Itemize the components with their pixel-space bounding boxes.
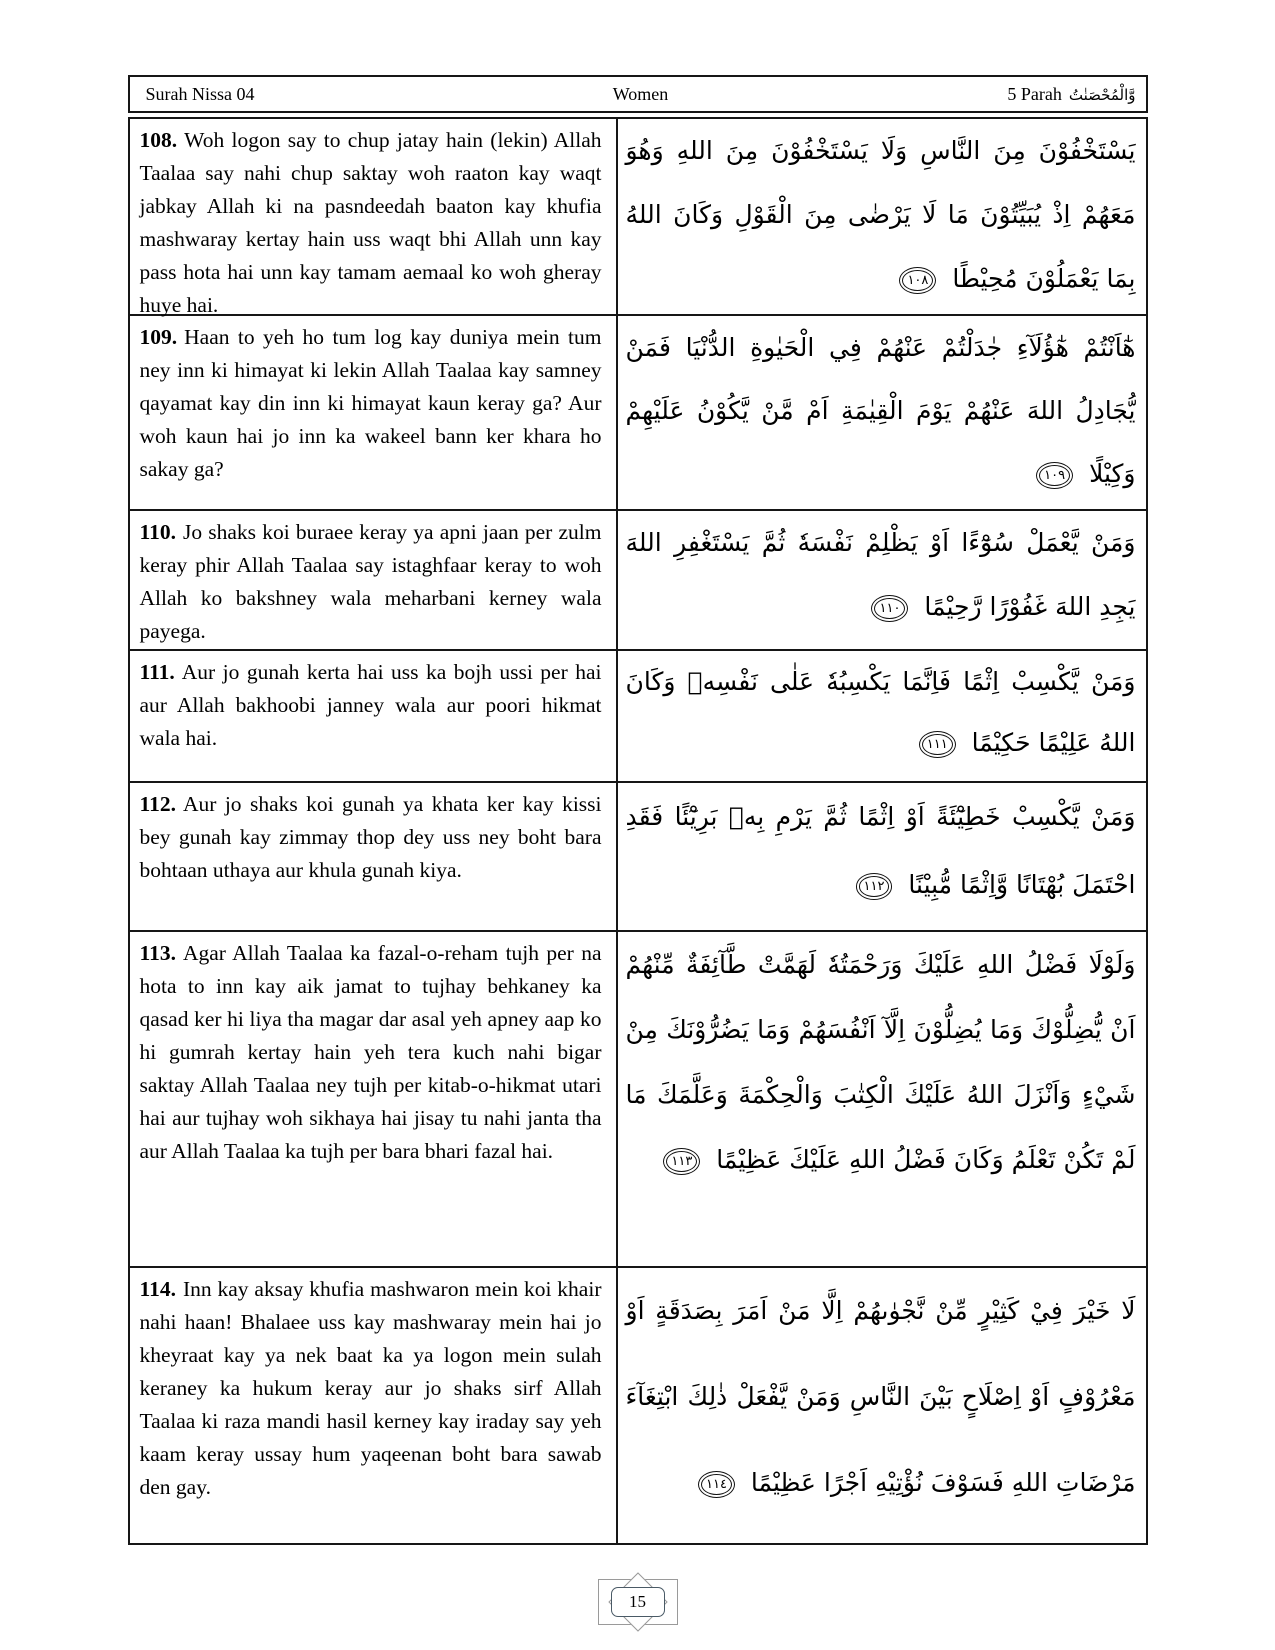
verse-end-medallion [698, 1471, 735, 1498]
page-title: Women [612, 83, 669, 104]
verse-arabic-text: لَا خَيْرَ فِيْ كَثِيْرٍ مِّنْ نَّجْوٰىهُمْ اِلَّا مَنْ اَمَرَ بِصَدَقَةٍ اَوْ مَعْرُوْفٍ اَوْ اِصْلَاحٍ بَيْنَ النَّاسِ وَمَنْ يَّفْعَلْ ذٰلِكَ ابْتِغَآءَ مَرْضَاتِ اللهِ فَسَوْفَ نُؤْتِيْهِ اَجْرًا عَظِيْمًا [625, 1296, 1136, 1497]
verse-translation [130, 511, 618, 649]
parah-name-arabic: وَّالْمُحْصَنٰتُ [1068, 85, 1136, 104]
verse-arabic-text: يَسْتَخْفُوْنَ مِنَ النَّاسِ وَلَا يَسْتَخْفُوْنَ مِنَ اللهِ وَهُوَ مَعَهُمْ اِذْ يُبَيِّتُوْنَ مَا لَا يَرْضٰى مِنَ الْقَوْلِ وَكَانَ اللهُ بِمَا يَعْمَلُوْنَ مُحِيْطًا [625, 136, 1136, 293]
verse-end-medallion [871, 595, 908, 622]
verse-translation-text: Jo shaks koi buraee keray ya apni jaan per zulm keray phir Allah Taalaa say istaghfaar keray to woh Allah ko bakshney wala meharbani kerney wala payega. [139, 520, 602, 643]
verse-end-number: ١١١ [926, 736, 948, 752]
verse-end-number: ١١٠ [879, 600, 901, 616]
verse-row-110 [130, 511, 1146, 651]
verse-end-number: ١٠٨ [907, 272, 929, 288]
verse-arabic [618, 783, 1146, 930]
verse-translation [130, 1268, 618, 1543]
verse-number: 109. [139, 325, 178, 349]
verse-arabic [618, 511, 1146, 649]
verse-translation [130, 316, 618, 509]
verse-arabic [618, 932, 1146, 1266]
verse-translation-text: Aur jo shaks koi gunah ya khata ker kay kissi bey gunah kay zimmay thop dey uss ney boht bara bohtaan uthaya aur khula gunah kiya. [139, 792, 602, 882]
page [128, 0, 1148, 1633]
verse-arabic-text: هٰٓاَنْتُمْ هٰٓؤُلَآءِ جٰدَلْتُمْ عَنْهُمْ فِي الْحَيٰوةِ الدُّنْيَا فَمَنْ يُّجَادِلُ اللهَ عَنْهُمْ يَوْمَ الْقِيٰمَةِ اَمْ مَّنْ يَّكُوْنُ عَلَيْهِمْ وَكِيْلًا [625, 333, 1136, 488]
verse-number: 112. [139, 792, 176, 816]
verse-row-112 [130, 783, 1146, 932]
verse-row-114 [130, 1268, 1146, 1543]
verse-arabic-text: وَمَنْ يَّعْمَلْ سُوْٓءًا اَوْ يَظْلِمْ نَفْسَهٗ ثُمَّ يَسْتَغْفِرِ اللهَ يَجِدِ اللهَ غَفُوْرًا رَّحِيْمًا [625, 528, 1136, 621]
parah-info [806, 84, 1146, 105]
page-number: 15 [611, 1587, 665, 1617]
verse-number: 110. [139, 520, 176, 544]
verse-translation-text: Agar Allah Taalaa ka fazal-o-reham tujh per na hota to inn kay aik jamat to tujhay behkaney ka qasad ker hi liya tha magar dar asal yeh apney aap ko hi gumrah kertay hain yeh tera kuch nahi bigar saktay Allah Taalaa ney tujh per kitab-o-hikmat utari hai aur tujhay woh sikhaya hai jisay tu nahi janta tha aur Allah Taalaa ka tujh per bara bhari fazal hai. [139, 941, 602, 1163]
verse-translation [130, 119, 618, 317]
verse-row-111 [130, 651, 1146, 783]
verse-number: 113. [139, 941, 176, 965]
verse-translation [130, 783, 618, 930]
verse-end-medallion [919, 731, 956, 758]
verse-end-medallion [1036, 462, 1073, 489]
verse-end-medallion [663, 1148, 700, 1175]
verse-table [128, 117, 1148, 1545]
verse-arabic [618, 1268, 1146, 1543]
verse-translation [130, 932, 618, 1266]
verse-number: 111. [139, 660, 175, 684]
verse-number: 114. [139, 1277, 176, 1301]
verse-translation [130, 651, 618, 781]
verse-end-medallion [899, 267, 936, 294]
verse-end-number: ١١٢ [863, 878, 885, 894]
verse-arabic-text: وَمَنْ يَّكْسِبْ اِثْمًا فَاِنَّمَا يَكْسِبُهٗ عَلٰى نَفْسِهٖ وَكَانَ اللهُ عَلِيْمًا حَكِيْمًا [625, 667, 1136, 757]
verse-translation-text: Inn kay aksay khufia mashwaron mein koi khair nahi haan! Bhalaee uss kay mashwaray mein hai jo kheyraat kay ya nek baat ka ya logon mein sulah keraney ka hukum keray aur jo shaks sirf Allah Taalaa ki raza mandi hasil kerney kay iraday say yeh kaam keray ussay hum yaqeenan boht bara sawab den gay. [139, 1277, 602, 1499]
verse-arabic [618, 119, 1146, 314]
verse-arabic [618, 651, 1146, 781]
verse-translation-text: Aur jo gunah kerta hai uss ka bojh ussi per hai aur Allah bakhoobi janney wala aur poori hikmat wala hai. [139, 660, 602, 750]
verse-row-109 [130, 316, 1146, 511]
verse-end-medallion [856, 873, 893, 900]
verse-number: 108. [139, 128, 178, 152]
page-number-ornament [595, 1571, 681, 1633]
verse-end-number: ١١٣ [671, 1153, 693, 1169]
verse-arabic-text: وَمَنْ يَّكْسِبْ خَطِيْٓئَةً اَوْ اِثْمًا ثُمَّ يَرْمِ بِهٖ بَرِيْٓئًا فَقَدِ احْتَمَلَ بُهْتَانًا وَّاِثْمًا مُّبِيْنًا [625, 802, 1136, 899]
verse-translation-text: Woh logon say to chup jatay hain (lekin) Allah Taalaa say nahi chup saktay woh raaton kay waqt jabkay Allah ki na pasndeedah baaton kay khufia mashwaray kertay hain uss waqt bhi Allah unn kay pass hota hai unn kay tamam aemaal ko woh gheray huye hai. [139, 128, 602, 317]
parah-label: 5 Parah [1007, 83, 1062, 104]
verse-row-113 [130, 932, 1146, 1268]
page-header [128, 75, 1148, 113]
verse-translation-text: Haan to yeh ho tum log kay duniya mein tum ney inn ki himayat ki lekin Allah Taalaa kay samney qayamat kay din inn ki himayat kaun keray ga? Aur woh kaun hai jo inn ka wakeel bann ker khara ho sakay ga? [139, 325, 602, 481]
verse-arabic [618, 316, 1146, 509]
verse-end-number: ١٠٩ [1044, 467, 1066, 483]
verse-row-108 [130, 119, 1146, 316]
verse-arabic-text: وَلَوْلَا فَضْلُ اللهِ عَلَيْكَ وَرَحْمَتُهٗ لَهَمَّتْ طَّآئِفَةٌ مِّنْهُمْ اَنْ يُّضِلُّوْكَ وَمَا يُضِلُّوْنَ اِلَّآ اَنْفُسَهُمْ وَمَا يَضُرُّوْنَكَ مِنْ شَيْءٍ وَاَنْزَلَ اللهُ عَلَيْكَ الْكِتٰبَ وَالْحِكْمَةَ وَعَلَّمَكَ مَا لَمْ تَكُنْ تَعْلَمُ وَكَانَ فَضْلُ اللهِ عَلَيْكَ عَظِيْمًا [625, 950, 1136, 1174]
surah-title: Surah Nissa 04 [145, 83, 255, 104]
verse-end-number: ١١٤ [706, 1476, 727, 1492]
